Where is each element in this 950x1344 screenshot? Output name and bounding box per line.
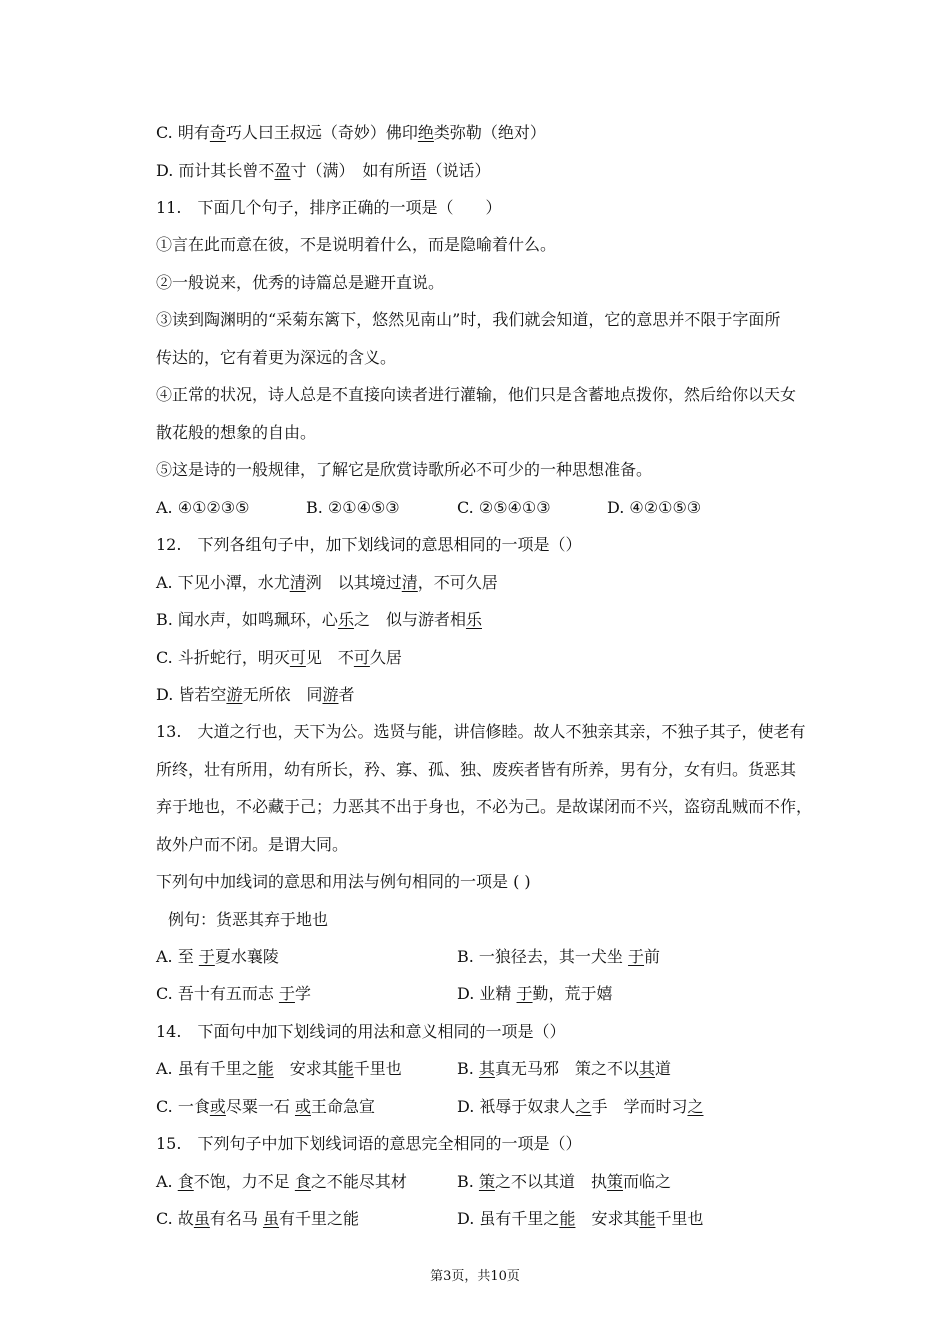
q11-option-d: D. ④②①⑤③ bbox=[607, 498, 702, 517]
underlined-word: 清 bbox=[289, 573, 306, 592]
q13-option-c bbox=[156, 983, 311, 1005]
q13-passage-line-3: 弃于地也，不必藏于己；力恶其不出于身也，不必为己。是故谋闭而不兴，盗窃乱贼而不作， bbox=[156, 797, 813, 816]
q13-passage-line-4: 故外户而不闭。是谓大同。 bbox=[156, 835, 349, 854]
text: D. 业精 bbox=[457, 984, 517, 1003]
text: 类弥勒（绝对） bbox=[433, 123, 546, 142]
text: 之不以其道 执 bbox=[494, 1172, 607, 1191]
underlined-word: 能 bbox=[639, 1209, 656, 1228]
q11-option-c: C. ②⑤④①③ bbox=[457, 498, 551, 517]
text: 前 bbox=[644, 947, 661, 966]
text: 而临之 bbox=[622, 1172, 671, 1191]
q11-sentence-5: ⑤这是诗的一般规律，了解它是欣赏诗歌所必不可少的一种思想准备。 bbox=[156, 460, 653, 479]
q15-option-d bbox=[457, 1208, 704, 1230]
underlined-word: 绝 bbox=[417, 123, 434, 142]
text: （说话） bbox=[426, 161, 491, 180]
underlined-word: 游 bbox=[226, 685, 243, 704]
q11-sentence-2: ②一般说来，优秀的诗篇总是避开直说。 bbox=[156, 273, 445, 292]
text: 千里也 bbox=[353, 1059, 402, 1078]
q11-option-b: B. ②①④⑤③ bbox=[306, 498, 400, 517]
text: D. 而计其长曾不 bbox=[156, 161, 275, 180]
text: 无所依 同 bbox=[242, 685, 323, 704]
underlined-word: 其 bbox=[638, 1059, 655, 1078]
text: A. 至 bbox=[156, 947, 199, 966]
q14-option-c bbox=[156, 1096, 375, 1118]
text: 见 不 bbox=[305, 648, 354, 667]
q12-option-d bbox=[156, 684, 355, 706]
q10-option-c bbox=[156, 122, 546, 144]
underlined-word: 或 bbox=[209, 1097, 226, 1116]
text: 安求其 bbox=[575, 1209, 640, 1228]
text: 安求其 bbox=[273, 1059, 338, 1078]
underlined-word: 可 bbox=[353, 648, 370, 667]
text: 有千里之能 bbox=[278, 1209, 359, 1228]
underlined-word: 清 bbox=[401, 573, 418, 592]
underlined-word: 于 bbox=[278, 984, 295, 1003]
q13-option-d bbox=[457, 983, 613, 1005]
text: 手 学而时习 bbox=[591, 1097, 688, 1116]
q11-sentence-4a: ④正常的状况，诗人总是不直接向读者进行灌输，他们只是含蓄地点拨你，然后给你以天女 bbox=[156, 385, 797, 404]
q11-option-a: A. ④①②③⑤ bbox=[156, 498, 250, 517]
underlined-word: 之 bbox=[687, 1097, 704, 1116]
text: 巧人曰王叔远（奇妙）佛印 bbox=[225, 123, 418, 142]
text: 有名马 bbox=[209, 1209, 263, 1228]
text: C. 斗折蛇行，明灭 bbox=[156, 648, 290, 667]
underlined-word: 食 bbox=[177, 1172, 194, 1191]
underlined-word: 食 bbox=[294, 1172, 311, 1191]
q12-stem: 12. 下列各组句子中，加下划线词的意思相同的一项是（） bbox=[156, 535, 582, 554]
text: D. 虽有千里之 bbox=[457, 1209, 560, 1228]
text: 不饱，力不足 bbox=[193, 1172, 295, 1191]
underlined-word: 其 bbox=[478, 1059, 495, 1078]
underlined-word: 于 bbox=[198, 947, 215, 966]
text: 真无马邪 策之不以 bbox=[494, 1059, 639, 1078]
underlined-word: 虽 bbox=[262, 1209, 279, 1228]
q11-sentence-3a: ③读到陶渊明的“采菊东篱下，悠然见南山”时，我们就会知道，它的意思并不限于字面所 bbox=[156, 310, 781, 329]
text: D. 皆若空 bbox=[156, 685, 227, 704]
q12-option-a bbox=[156, 572, 498, 594]
q15-option-c bbox=[156, 1208, 359, 1230]
text: 王命急宣 bbox=[310, 1097, 375, 1116]
q15-option-b bbox=[457, 1171, 671, 1193]
q13-example: 例句：货恶其弃于地也 bbox=[168, 910, 329, 929]
text: C. 吾十有五而志 bbox=[156, 984, 279, 1003]
text: D. 衹辱于奴隶人 bbox=[457, 1097, 576, 1116]
q12-option-b bbox=[156, 609, 482, 631]
text: 洌 以其境过 bbox=[305, 573, 402, 592]
text: 者 bbox=[338, 685, 355, 704]
text: A. 下见小潭，水尤 bbox=[156, 573, 290, 592]
q11-sentence-1: ①言在此而意在彼，不是说明着什么，而是隐喻着什么。 bbox=[156, 235, 557, 254]
q13-passage-line-2: 所终，壮有所用，幼有所长，矜、寡、孤、独、废疾者皆有所养，男有分，女有归。货恶其 bbox=[156, 760, 797, 779]
underlined-word: 于 bbox=[628, 947, 645, 966]
q13-passage-line-1: 13. 大道之行也，天下为公。选贤与能，讲信修睦。故人不独亲其亲，不独子其子，使老有 bbox=[156, 722, 806, 741]
text: A. bbox=[156, 1172, 178, 1191]
text: 道 bbox=[654, 1059, 671, 1078]
text: 学 bbox=[294, 984, 311, 1003]
text: C. 一食 bbox=[156, 1097, 210, 1116]
q15-stem: 15. 下列句子中加下划线词语的意思完全相同的一项是（） bbox=[156, 1134, 582, 1153]
underlined-word: 策 bbox=[606, 1172, 623, 1191]
underlined-word: 能 bbox=[559, 1209, 576, 1228]
q13-option-b bbox=[457, 946, 660, 968]
text: B. bbox=[457, 1059, 479, 1078]
underlined-word: 之 bbox=[575, 1097, 592, 1116]
underlined-word: 能 bbox=[337, 1059, 354, 1078]
underlined-word: 奇 bbox=[209, 123, 226, 142]
text: B. bbox=[457, 1172, 479, 1191]
text: 之不能尽其材 bbox=[310, 1172, 407, 1191]
text: 之 似与游者相 bbox=[353, 610, 466, 629]
q14-option-a bbox=[156, 1058, 402, 1080]
q15-option-a bbox=[156, 1171, 407, 1193]
page-number-footer: 第3页，共10页 bbox=[430, 1269, 520, 1284]
underlined-word: 可 bbox=[289, 648, 306, 667]
text: ，不可久居 bbox=[417, 573, 498, 592]
underlined-word: 盈 bbox=[274, 161, 291, 180]
underlined-word: 语 bbox=[410, 161, 427, 180]
q11-sentence-3b: 传达的，它有着更为深远的含义。 bbox=[156, 348, 397, 367]
text: C. 故 bbox=[156, 1209, 194, 1228]
q14-stem: 14. 下面句中加下划线词的用法和意义相同的一项是（） bbox=[156, 1022, 566, 1041]
underlined-word: 策 bbox=[478, 1172, 495, 1191]
underlined-word: 乐 bbox=[465, 610, 482, 629]
underlined-word: 能 bbox=[257, 1059, 274, 1078]
text: 尽粟一石 bbox=[225, 1097, 295, 1116]
text: C. 明有 bbox=[156, 123, 210, 142]
q13-question: 下列句中加线词的意思和用法与例句相同的一项是 ( ) bbox=[156, 872, 531, 891]
underlined-word: 游 bbox=[322, 685, 339, 704]
q14-option-b bbox=[457, 1058, 671, 1080]
q13-option-a bbox=[156, 946, 279, 968]
text: 夏水襄陵 bbox=[214, 947, 279, 966]
q10-option-d bbox=[156, 160, 491, 182]
text: B. 闻水声，如鸣珮环，心 bbox=[156, 610, 338, 629]
text: 寸（满） 如有所 bbox=[290, 161, 411, 180]
q12-option-c bbox=[156, 647, 402, 669]
q11-stem: 11. 下面几个句子，排序正确的一项是（ ） bbox=[156, 198, 502, 217]
underlined-word: 于 bbox=[516, 984, 533, 1003]
text: 勤，荒于嬉 bbox=[532, 984, 613, 1003]
underlined-word: 乐 bbox=[337, 610, 354, 629]
underlined-word: 或 bbox=[294, 1097, 311, 1116]
q14-option-d bbox=[457, 1096, 703, 1118]
underlined-word: 虽 bbox=[193, 1209, 210, 1228]
q11-sentence-4b: 散花般的想象的自由。 bbox=[156, 423, 317, 442]
text: B. 一狼径去，其一犬坐 bbox=[457, 947, 629, 966]
text: 久居 bbox=[369, 648, 402, 667]
text: A. 虽有千里之 bbox=[156, 1059, 258, 1078]
text: 千里也 bbox=[655, 1209, 704, 1228]
